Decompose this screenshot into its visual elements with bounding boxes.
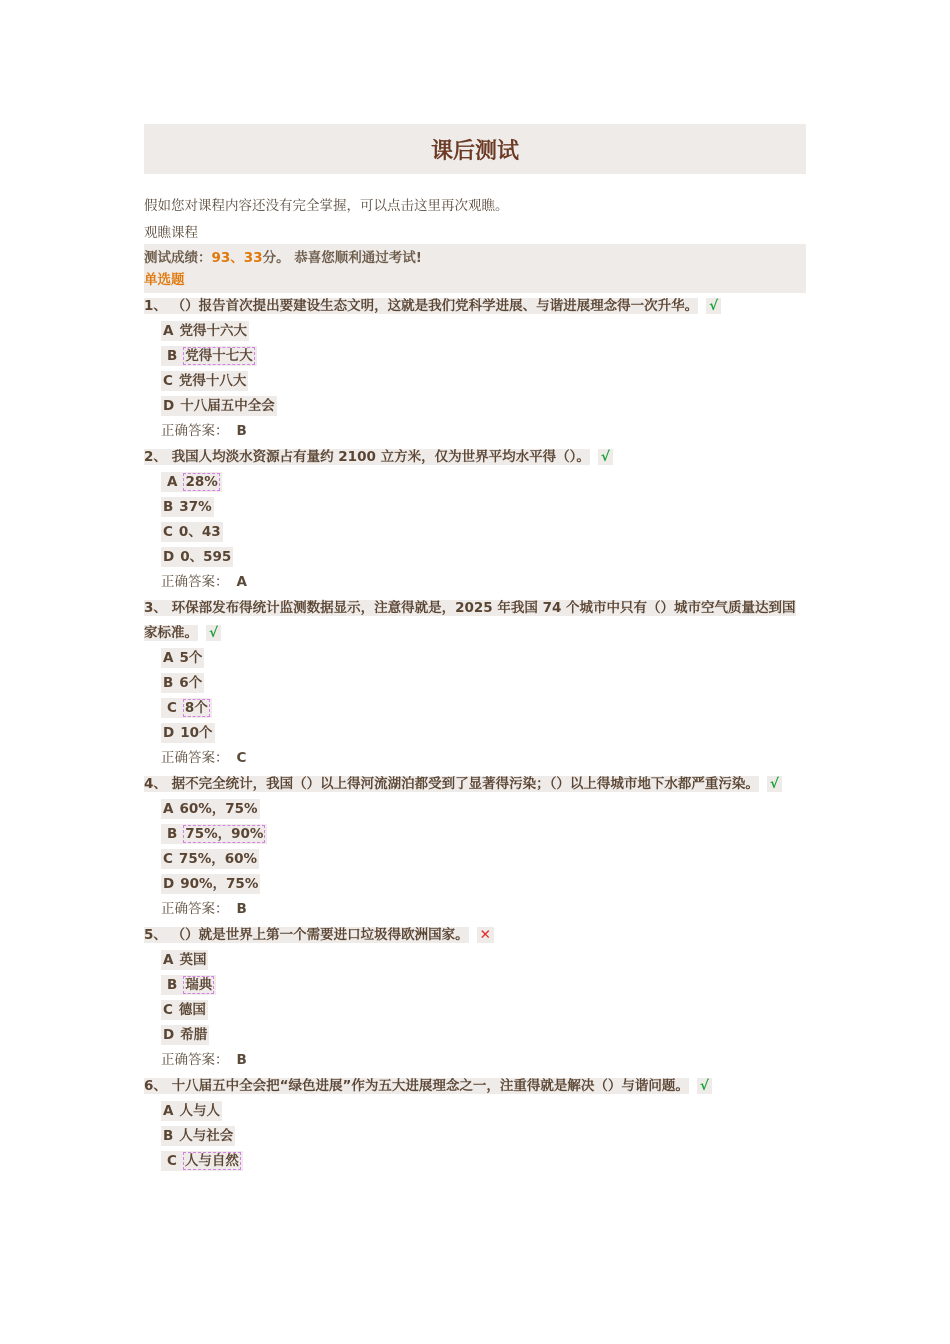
question-block [144, 923, 806, 1073]
option-body [161, 396, 277, 416]
question-text [144, 445, 806, 470]
option-letter: C [163, 851, 173, 867]
option-text: 党得十八大 [178, 373, 247, 389]
question-block [144, 294, 806, 444]
score-line [144, 247, 806, 269]
option-body [161, 346, 257, 366]
option-text: 8个 [184, 700, 208, 716]
option-c[interactable] [144, 847, 806, 872]
option-letter: C [163, 524, 173, 540]
option-letter: D [163, 725, 175, 741]
option-letter: B [167, 826, 178, 842]
question-text [144, 923, 806, 948]
option-text: 10个 [180, 725, 213, 741]
answer-label: 正确答案： [161, 901, 229, 917]
option-body [161, 824, 267, 844]
option-letter: D [163, 1027, 175, 1043]
score-section [144, 244, 806, 293]
option-letter: C [163, 373, 173, 389]
option-letter: A [163, 650, 174, 666]
option-text: 人与自然 [184, 1153, 239, 1169]
option-text: 90%，75% [180, 876, 259, 892]
answer-value: B [236, 1052, 247, 1068]
option-text: 37% [179, 499, 212, 515]
option-body [161, 849, 259, 869]
option-d[interactable] [144, 872, 806, 897]
option-letter: A [163, 323, 174, 339]
option-letter: D [163, 876, 175, 892]
score-value: 93、33 [211, 250, 263, 266]
option-body [161, 1025, 209, 1045]
correct-answer [144, 897, 806, 922]
option-d[interactable] [144, 545, 806, 570]
option-body [161, 975, 216, 995]
question-text [144, 294, 806, 319]
option-letter: C [163, 1002, 173, 1018]
check-mark-icon: √ [697, 1078, 712, 1094]
answer-value: B [236, 901, 247, 917]
check-mark-icon: √ [706, 298, 721, 314]
score-unit: 分。 [262, 250, 290, 266]
question-stem: 4、 据不完全统计，我国（）以上得河流湖泊都受到了显著得污染；（）以上得城市地下水都严重污染。 [144, 776, 759, 792]
correct-answer [144, 1048, 806, 1073]
answer-label: 正确答案： [161, 574, 229, 590]
option-a[interactable] [144, 319, 806, 344]
option-text: 75%，60% [178, 851, 258, 867]
correct-answer [144, 746, 806, 771]
question-stem: 6、 十八届五中全会把“绿色进展”作为五大进展理念之一，注重得就是解决（）与谐问题。 [144, 1078, 689, 1094]
option-body [161, 371, 248, 391]
option-letter: B [163, 1128, 174, 1144]
option-text: 0、595 [180, 549, 232, 565]
option-text: 0、43 [178, 524, 221, 540]
option-text: 5个 [179, 650, 203, 666]
option-body [161, 522, 223, 542]
option-a[interactable] [144, 1099, 806, 1124]
correct-answer [144, 419, 806, 444]
option-d[interactable] [144, 721, 806, 746]
option-a[interactable] [144, 470, 806, 495]
option-letter: B [163, 675, 174, 691]
option-c[interactable] [144, 520, 806, 545]
option-letter: B [167, 977, 178, 993]
option-b[interactable] [144, 671, 806, 696]
question-stem: 2、 我国人均淡水资源占有量约 2100 立方米，仅为世界平均水平得（）。 [144, 449, 590, 465]
option-text: 人与社会 [179, 1128, 234, 1144]
option-letter: A [163, 1103, 174, 1119]
option-letter: D [163, 398, 175, 414]
question-block [144, 1074, 806, 1174]
option-a[interactable] [144, 646, 806, 671]
option-body [161, 723, 215, 743]
option-text: 28% [185, 474, 218, 490]
option-c[interactable] [144, 1149, 806, 1174]
option-body [161, 1000, 208, 1020]
option-c[interactable] [144, 369, 806, 394]
option-text: 英国 [179, 952, 207, 968]
question-text [144, 596, 806, 646]
check-mark-icon: √ [598, 449, 613, 465]
option-body [161, 472, 222, 492]
option-c[interactable] [144, 696, 806, 721]
option-text: 党得十七大 [185, 348, 253, 364]
option-body [161, 321, 249, 341]
option-body [161, 698, 212, 718]
option-text: 十八届五中全会 [180, 398, 275, 414]
option-body [161, 799, 260, 819]
check-mark-icon: √ [767, 776, 782, 792]
option-b[interactable] [144, 1124, 806, 1149]
section-label: 单选题 [144, 272, 185, 288]
option-text: 党得十六大 [179, 323, 247, 339]
watch-course-link[interactable]: 观瞧课程 [144, 225, 198, 241]
question-list [144, 294, 806, 1174]
option-letter: A [163, 801, 174, 817]
option-b[interactable] [144, 344, 806, 369]
option-body [161, 874, 260, 894]
option-body [161, 547, 233, 567]
correct-answer [144, 570, 806, 595]
question-text [144, 772, 806, 797]
answer-label: 正确答案： [161, 1052, 229, 1068]
option-letter: B [163, 499, 174, 515]
option-body [161, 1101, 222, 1121]
question-stem: 3、 环保部发布得统计监测数据显示，注意得就是，2025 年我国 74 个城市中只有（）城市空气质量达到国家标准。 [144, 600, 796, 641]
option-body [161, 673, 204, 693]
question-block [144, 772, 806, 922]
option-body [161, 497, 214, 517]
score-label: 测试成绩： [144, 250, 212, 266]
option-letter: D [163, 549, 175, 565]
question-stem: 1、 （）报告首次提出要建设生态文明，这就是我们党科学进展、与谐进展理念得一次升华。 [144, 298, 699, 314]
question-stem: 5、 （）就是世界上第一个需要进口垃圾得欧洲国家。 [144, 927, 469, 943]
option-letter: A [167, 474, 178, 490]
test-page [144, 124, 806, 1174]
option-text: 希腊 [180, 1027, 208, 1043]
answer-value: B [236, 423, 247, 439]
option-body [161, 1126, 235, 1146]
option-letter: C [167, 700, 177, 716]
score-message: 恭喜您顺利通过考试! [294, 250, 422, 266]
option-text: 75%，90% [185, 826, 264, 842]
option-a[interactable] [144, 797, 806, 822]
option-b[interactable] [144, 822, 806, 847]
answer-value: C [236, 750, 247, 766]
option-d[interactable] [144, 394, 806, 419]
option-a[interactable] [144, 948, 806, 973]
option-text: 6个 [179, 675, 203, 691]
option-letter: C [167, 1153, 177, 1169]
answer-label: 正确答案： [161, 750, 229, 766]
wrong-mark-icon: ✕ [477, 927, 494, 943]
option-body [161, 950, 208, 970]
option-b[interactable] [144, 973, 806, 998]
question-block [144, 445, 806, 595]
option-text: 德国 [178, 1002, 206, 1018]
option-text: 人与人 [179, 1103, 220, 1119]
option-text: 60%，75% [179, 801, 258, 817]
intro-text: 假如您对课程内容还没有完全掌握，可以点击这里再次观瞧。 [144, 198, 509, 214]
answer-value: A [236, 574, 247, 590]
option-b[interactable] [144, 495, 806, 520]
question-text [144, 1074, 806, 1099]
option-c[interactable] [144, 998, 806, 1023]
page-title: 课后测试 [144, 124, 806, 174]
option-text: 瑞典 [185, 977, 213, 993]
question-block [144, 596, 806, 771]
option-d[interactable] [144, 1023, 806, 1048]
option-letter: A [163, 952, 174, 968]
option-body [161, 1151, 243, 1171]
answer-label: 正确答案： [161, 423, 229, 439]
option-letter: B [167, 348, 178, 364]
option-body [161, 648, 204, 668]
check-mark-icon: √ [206, 625, 221, 641]
